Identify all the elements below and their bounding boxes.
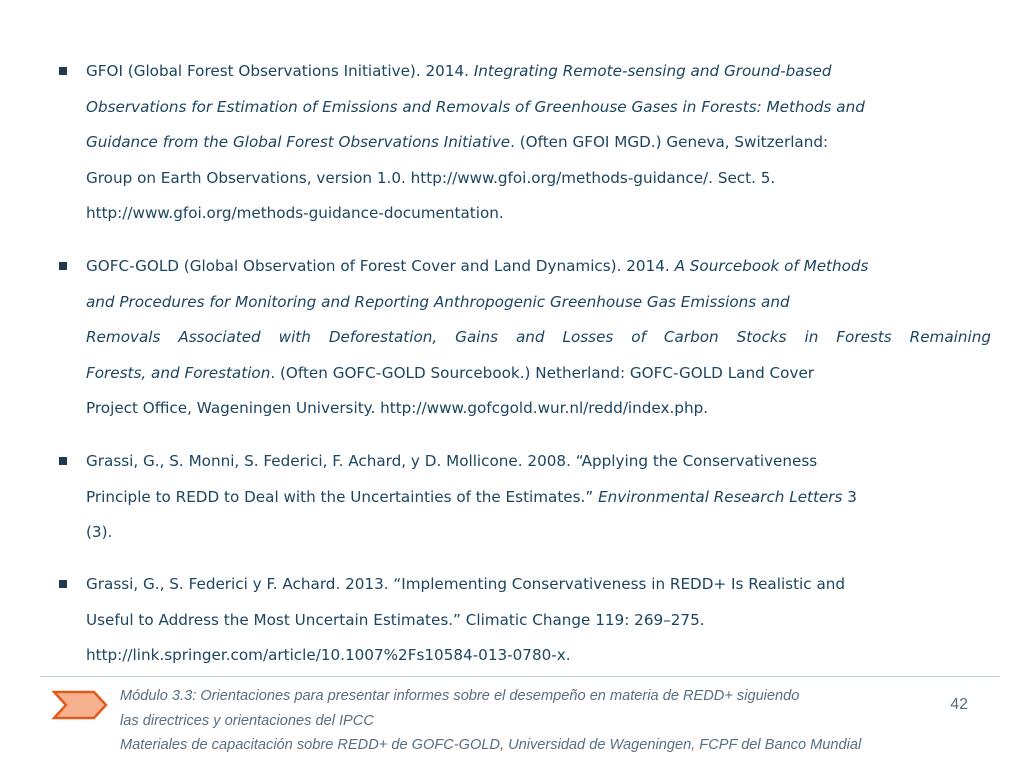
reference-line: (3). xyxy=(86,523,113,541)
reference-item xyxy=(86,249,991,427)
square-bullet-icon xyxy=(59,262,67,270)
footer-caption xyxy=(120,684,960,758)
reference-line: Grassi, G., S. Federici y F. Achard. 2013. “Implementing Conservativeness in REDD+ Is Realistic and xyxy=(86,575,846,593)
reference-item xyxy=(86,444,991,551)
reference-line: GFOI (Global Forest Observations Initiative). 2014. Integrating Remote-sensing and Ground-based xyxy=(86,62,832,80)
reference-item xyxy=(86,567,991,674)
page-number: 42 xyxy=(950,696,968,713)
footer-line: las directrices y orientaciones del IPCC xyxy=(120,712,374,729)
reference-link[interactable]: Project Office, Wageningen University. http://www.gofcgold.wur.nl/redd/index.php. xyxy=(86,399,709,417)
reference-line: Grassi, G., S. Monni, S. Federici, F. Achard, y D. Mollicone. 2008. “Applying the Conservativeness xyxy=(86,452,818,470)
reference-line: Forests, and Forestation. (Often GOFC-GOLD Sourcebook.) Netherland: GOFC-GOLD Land Cover xyxy=(86,363,815,382)
reference-line: Guidance from the Global Forest Observations Initiative. (Often GFOI MGD.) Geneva, Switzerland: xyxy=(86,133,829,151)
reference-line: GOFC-GOLD (Global Observation of Forest Cover and Land Dynamics). 2014. A Sourcebook of Methods xyxy=(86,257,869,275)
footer-line: Módulo 3.3: Orientaciones para presentar informes sobre el desempeño en materia de REDD+ siguiendo xyxy=(120,688,800,704)
reference-line: Removals Associated with Deforestation, Gains and Losses of Carbon Stocks in Forests Remaining xyxy=(86,328,991,346)
chevron-arrow-icon xyxy=(52,690,108,720)
footer-divider xyxy=(40,676,1000,677)
reference-link[interactable]: http://www.gfoi.org/methods-guidance-documentation. xyxy=(86,204,504,222)
square-bullet-icon xyxy=(59,67,67,75)
reference-line: Principle to REDD to Deal with the Uncertainties of the Estimates.” Environmental Research Letters 3 xyxy=(86,487,857,506)
square-bullet-icon xyxy=(59,580,67,588)
reference-line: Group on Earth Observations, version 1.0. http://www.gfoi.org/methods-guidance/. Sect. 5. xyxy=(86,168,776,187)
square-bullet-icon xyxy=(59,457,67,465)
reference-link[interactable]: http://link.springer.com/article/10.1007%2Fs10584-013-0780-x. xyxy=(86,646,571,664)
reference-item xyxy=(86,54,991,232)
reference-line: Observations for Estimation of Emissions and Removals of Greenhouse Gases in Forests: Methods and xyxy=(86,97,865,116)
reference-line: Useful to Address the Most Uncertain Estimates.” Climatic Change 119: 269–275. xyxy=(86,610,705,629)
footer-line: Materiales de capacitación sobre REDD+ de GOFC-GOLD, Universidad de Wageningen, FCPF del Banco Mundial xyxy=(120,737,862,753)
reference-line: and Procedures for Monitoring and Reporting Anthropogenic Greenhouse Gas Emissions and xyxy=(86,292,790,311)
chevron-arrow-shape xyxy=(54,692,106,718)
